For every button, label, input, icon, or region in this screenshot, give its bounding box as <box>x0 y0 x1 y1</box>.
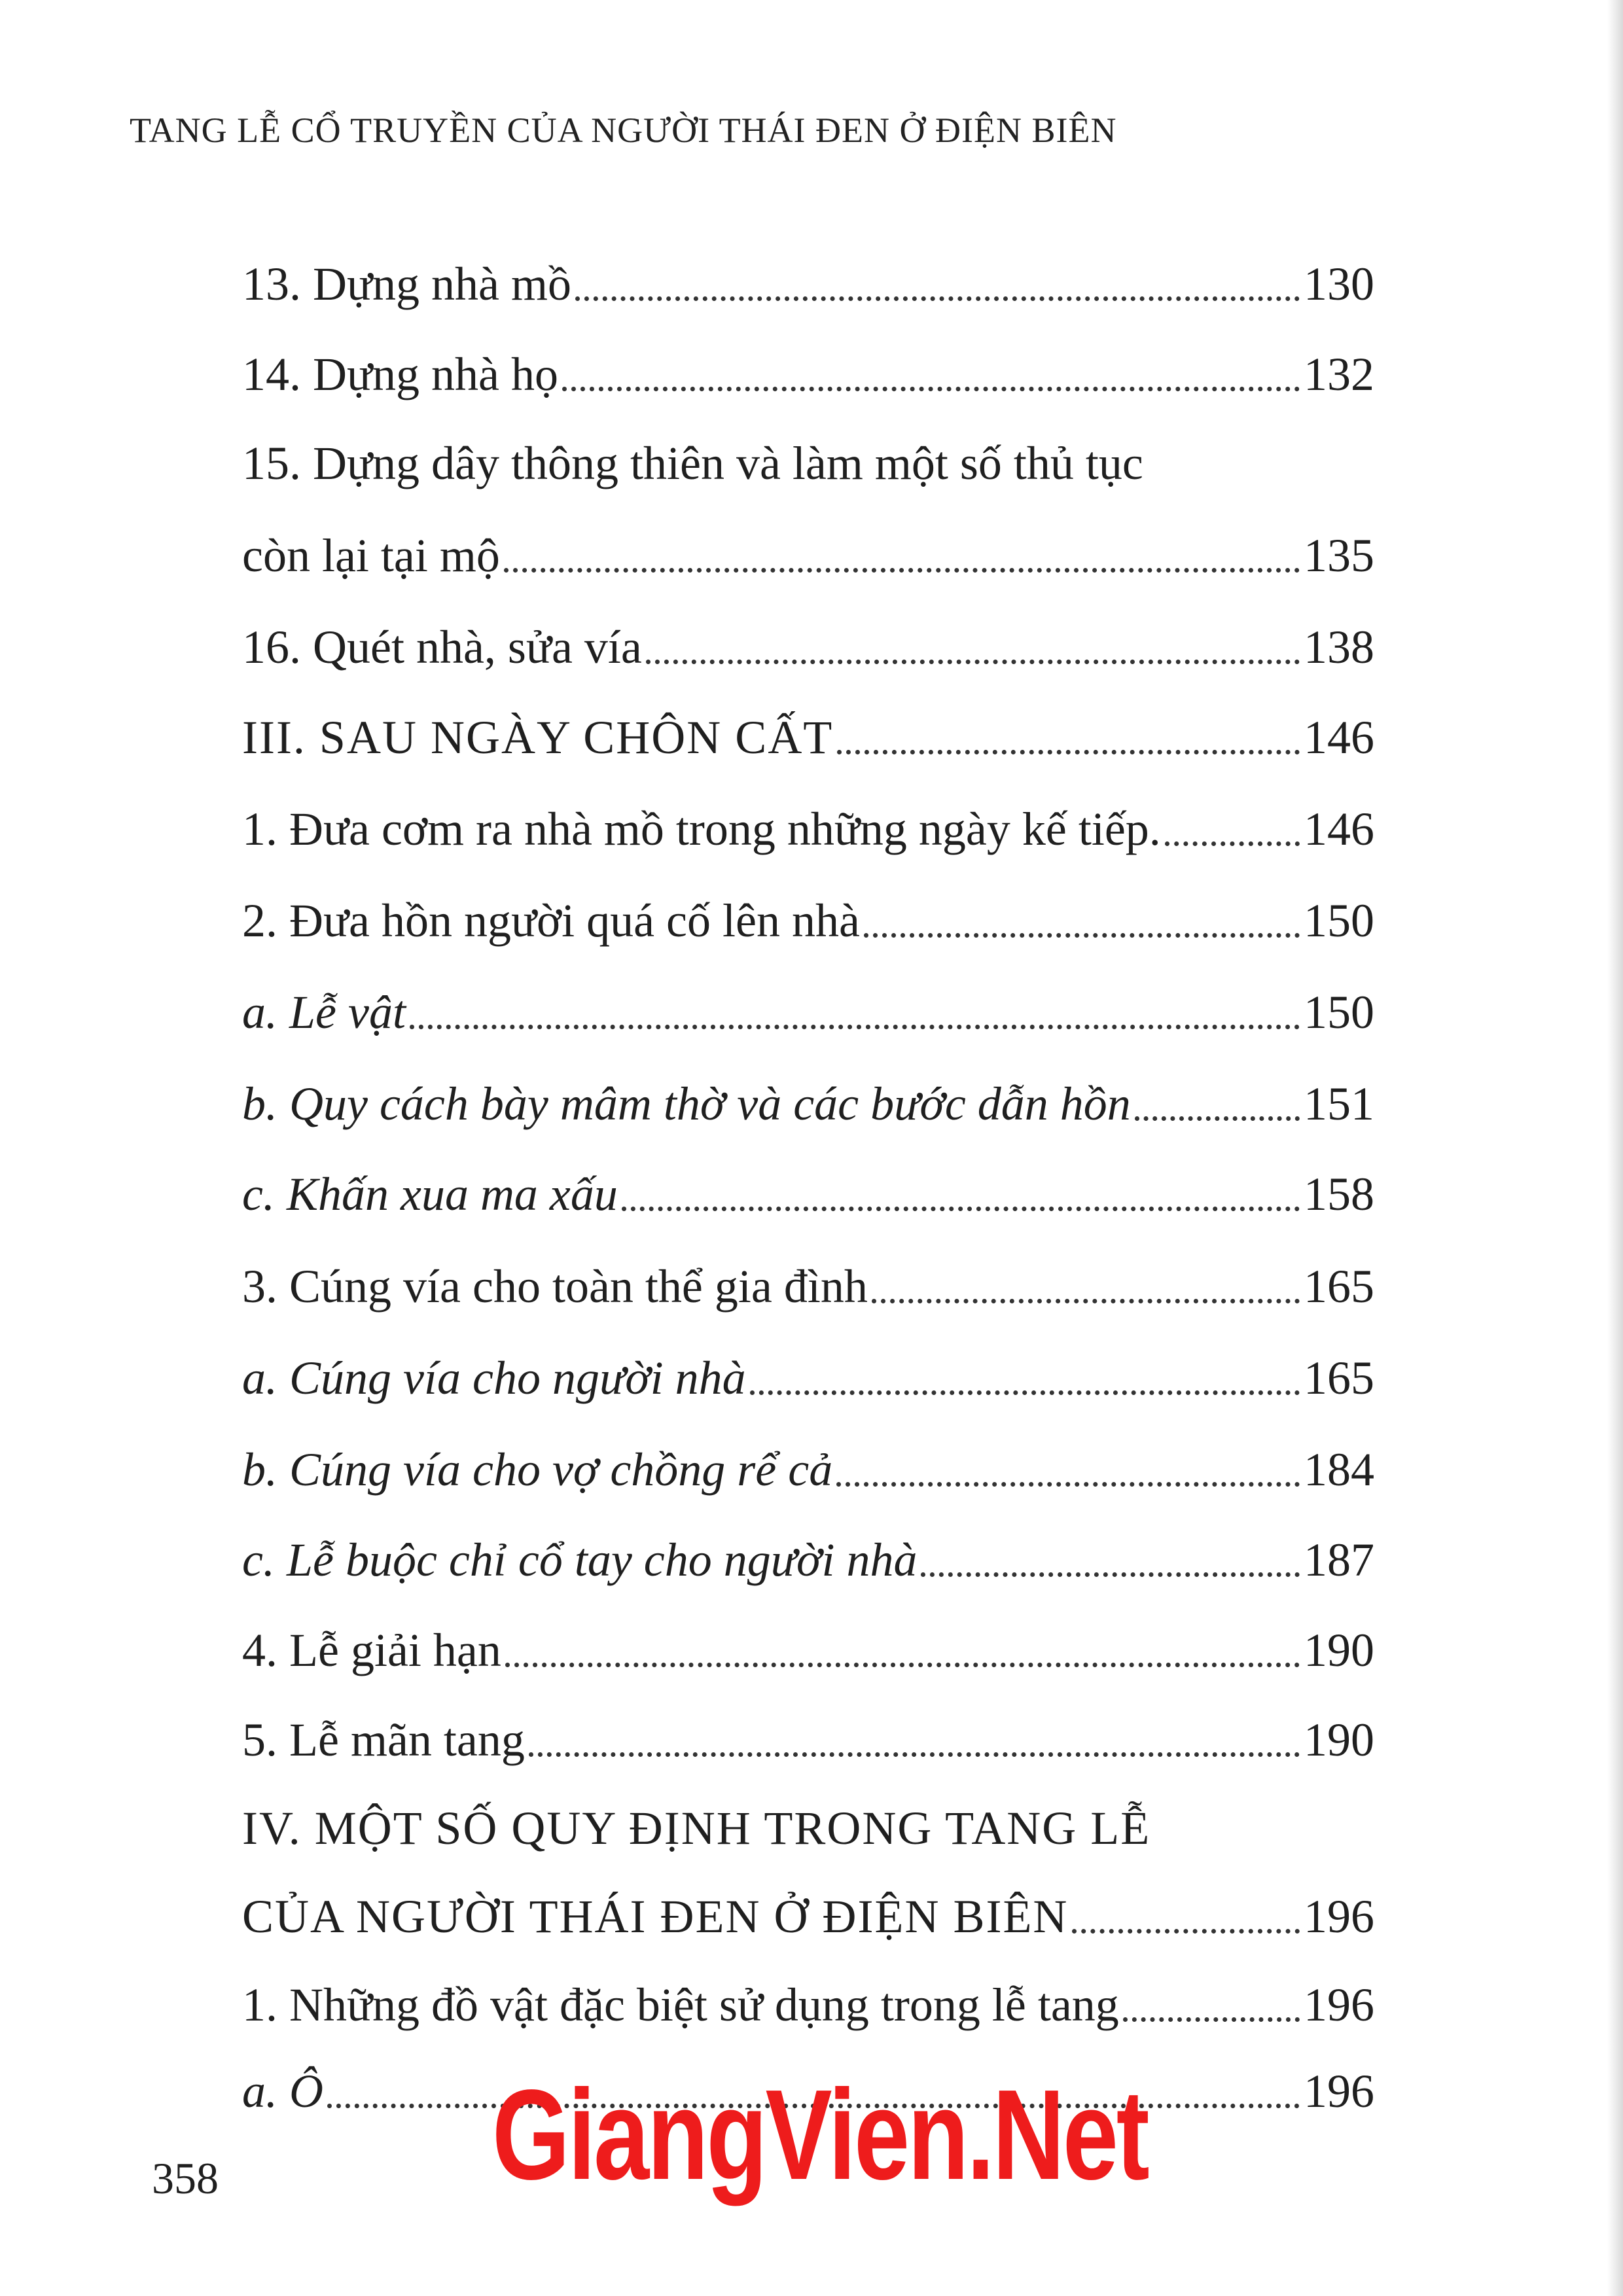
toc-dot-leader <box>505 1663 1300 1667</box>
toc-entry-text: a. Cúng vía cho người nhà <box>242 1352 746 1404</box>
toc-entry-page: 150 <box>1304 986 1374 1038</box>
toc-entry <box>242 1963 1374 2031</box>
toc-entry <box>242 1518 1374 1586</box>
toc-entry-text: 14. Dựng nhà họ <box>242 348 558 400</box>
page-number: 358 <box>152 2153 219 2203</box>
toc-entry-page: 196 <box>1304 1979 1374 2031</box>
toc-entry-page: 190 <box>1304 1714 1374 1766</box>
toc-entry-text: c. Khấn xua ma xấu <box>242 1168 618 1220</box>
toc-entry <box>242 1336 1374 1402</box>
toc-entry <box>242 242 1374 308</box>
toc-entry-text: a. Ô <box>242 2065 323 2117</box>
toc-section-heading <box>242 1786 1374 1852</box>
toc-dot-leader <box>1072 1929 1300 1934</box>
page-edge-shadow <box>1607 0 1623 2296</box>
toc-entry-text: 15. Dựng dây thông thiên và làm một số thủ tục <box>242 437 1143 489</box>
toc-entry-page: 132 <box>1304 348 1374 400</box>
toc-entry-text: IV. MỘT SỐ QUY ĐỊNH TRONG TANG LỄ <box>242 1802 1151 1854</box>
toc-section-heading <box>242 1875 1374 1943</box>
toc-entry-page: 196 <box>1304 1890 1374 1943</box>
toc-entry-text: b. Cúng vía cho vợ chồng rể cả <box>242 1443 833 1496</box>
toc-entry-text: 4. Lễ giải hạn <box>242 1624 501 1676</box>
toc-entry-text: c. Lễ buộc chỉ cổ tay cho người nhà <box>242 1534 918 1586</box>
toc-entry-page: 146 <box>1304 711 1374 764</box>
toc-entry-page: 151 <box>1304 1078 1374 1130</box>
toc-entry-text: 13. Dựng nhà mồ <box>242 258 571 310</box>
toc-entry-page: 187 <box>1304 1534 1374 1586</box>
toc-entry-page: 135 <box>1304 529 1374 582</box>
toc-entry <box>242 514 1374 582</box>
toc-entry-text: 3. Cúng vía cho toàn thể gia đình <box>242 1260 868 1313</box>
toc-dot-leader <box>872 1299 1300 1303</box>
toc-dot-leader <box>504 568 1300 573</box>
toc-entry <box>242 1245 1374 1313</box>
toc-dot-leader <box>622 1207 1300 1211</box>
toc-entry <box>242 1428 1374 1496</box>
toc-dot-leader <box>921 1572 1300 1577</box>
toc-entry <box>242 1152 1374 1218</box>
toc-entry <box>242 605 1374 671</box>
toc-dot-leader <box>1165 841 1300 846</box>
toc-section-heading <box>242 696 1374 764</box>
toc-entry-text: 1. Đưa cơm ra nhà mồ trong những ngày kế tiếp. <box>242 803 1161 855</box>
toc-dot-leader <box>836 1482 1300 1487</box>
toc-entry <box>242 1608 1374 1674</box>
toc-entry <box>242 421 1374 487</box>
toc-dot-leader <box>750 1390 1300 1395</box>
toc-dot-leader <box>1135 1116 1300 1121</box>
toc-entry <box>242 970 1374 1036</box>
toc-entry-text: III. SAU NGÀY CHÔN CẤT <box>242 711 834 764</box>
toc-entry-text: 1. Những đồ vật đặc biệt sử dụng trong lễ tang <box>242 1979 1119 2031</box>
toc-dot-leader <box>562 387 1300 391</box>
toc-entry-text: 5. Lễ mãn tang <box>242 1714 525 1766</box>
toc-entry-text: b. Quy cách bày mâm thờ và các bước dẫn hồn <box>242 1078 1131 1130</box>
toc-entry-page: 165 <box>1304 1352 1374 1404</box>
toc-entry-text: 16. Quét nhà, sửa vía <box>242 621 642 673</box>
toc-dot-leader <box>1123 2017 1300 2022</box>
toc-entry-text: 2. Đưa hồn người quá cố lên nhà <box>242 894 860 947</box>
toc-entry-page: 130 <box>1304 258 1374 310</box>
toc-entry-page: 150 <box>1304 894 1374 947</box>
toc-entry-text: a. Lễ vật <box>242 986 406 1038</box>
toc-entry <box>242 1698 1374 1766</box>
toc-entry-text: CỦA NGƯỜI THÁI ĐEN Ở ĐIỆN BIÊN <box>242 1890 1069 1943</box>
toc-dot-leader <box>646 660 1300 664</box>
toc-entry-page: 196 <box>1304 2065 1374 2117</box>
toc-dot-leader <box>837 750 1300 754</box>
toc-entry-page: 165 <box>1304 1260 1374 1313</box>
toc-entry-text: còn lại tại mộ <box>242 529 500 582</box>
toc-entry <box>242 879 1374 947</box>
toc-dot-leader <box>410 1025 1300 1029</box>
toc-entry <box>242 787 1374 853</box>
toc-dot-leader <box>864 933 1300 938</box>
toc-entry-page: 184 <box>1304 1443 1374 1496</box>
toc-dot-leader <box>529 1752 1300 1757</box>
toc-dot-leader <box>575 296 1300 301</box>
toc-entry-page: 158 <box>1304 1168 1374 1220</box>
toc-entry-page: 138 <box>1304 621 1374 673</box>
watermark-logo: GiangVien.Net <box>492 2063 1148 2206</box>
toc-entry <box>242 1062 1374 1130</box>
toc-entry <box>242 332 1374 398</box>
toc-entry-page: 146 <box>1304 803 1374 855</box>
running-header: TANG LỄ CỔ TRUYỀN CỦA NGƯỜI THÁI ĐEN Ở ĐIỆN BIÊN <box>130 111 1117 150</box>
toc-entry-page: 190 <box>1304 1624 1374 1676</box>
